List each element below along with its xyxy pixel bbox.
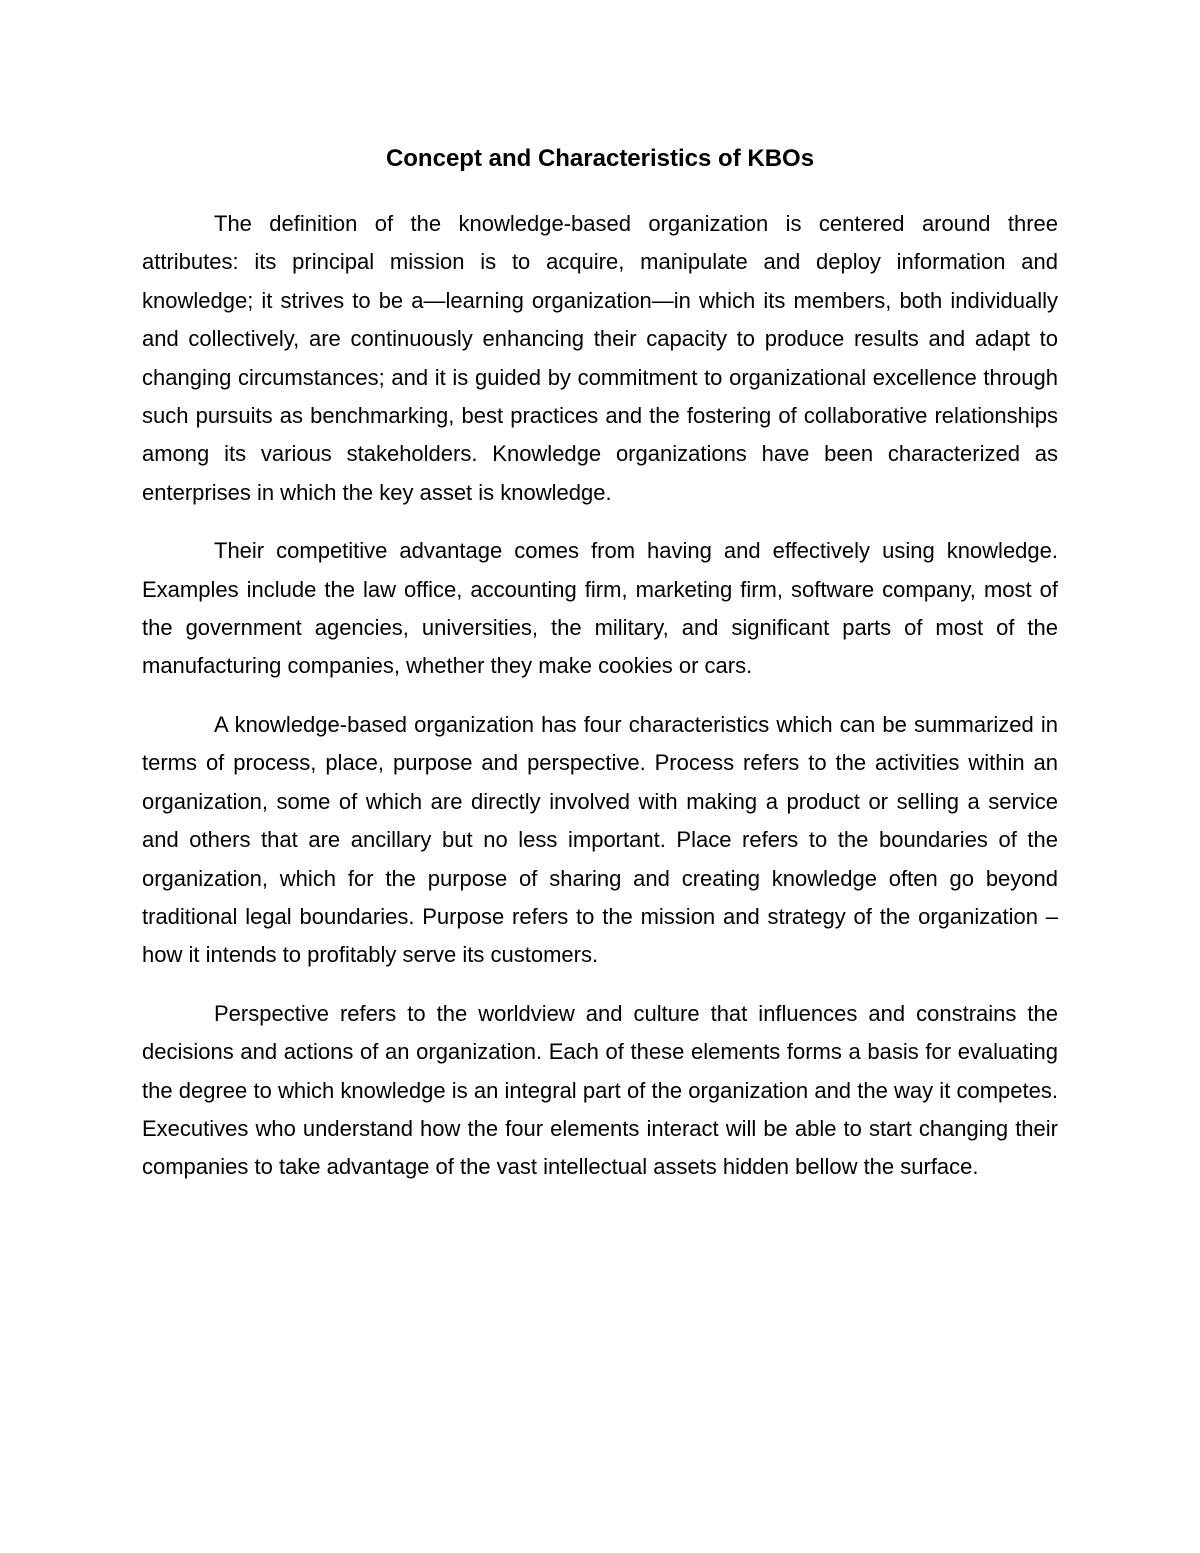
paragraph: Their competitive advantage comes from having and effectively using knowledge. Examples include the law office, accounting firm, marketing firm, software company, most of the government agencies, universities, the military, and significant parts of most of the manufacturing companies, whether they make cookies or cars. [142,538,1058,679]
document-body [142,205,1058,1207]
document-title: Concept and Characteristics of KBOs [385,145,815,172]
paragraph: Perspective refers to the worldview and culture that influences and constrains the decisions and actions of an organization. Each of these elements forms a basis for evaluating the degree to which knowledge is an integral part of the organization and the way it competes. Executives who understand how the four elements interact will be able to start changing their companies to take advantage of the vast intellectual assets hidden bellow the surface. [142,1000,1058,1180]
paragraph: A knowledge-based organization has four characteristics which can be summarized in terms of process, place, purpose and perspective. Process refers to the activities within an organization, some of which are directly involved with making a product or selling a service and others that are ancillary but no less important. Place refers to the boundaries of the organization, which for the purpose of sharing and creating knowledge often go beyond traditional legal boundaries. Purpose refers to the mission and strategy of the organization – how it intends to profitably serve its customers. [142,711,1058,968]
paragraph: The definition of the knowledge-based organization is centered around three attributes: its principal mission is to acquire, manipulate and deploy information and knowledge; it strives to be a—learning organization—in which its members, both individually and collectively, are continuously enhancing their capacity to produce results and adapt to changing circumstances; and it is guided by commitment to organizational excellence through such pursuits as benchmarking, best practices and the fostering of collaborative relationships among its various stakeholders. Knowledge organizations have been characterized as enterprises in which the key asset is knowledge. [142,211,1058,505]
